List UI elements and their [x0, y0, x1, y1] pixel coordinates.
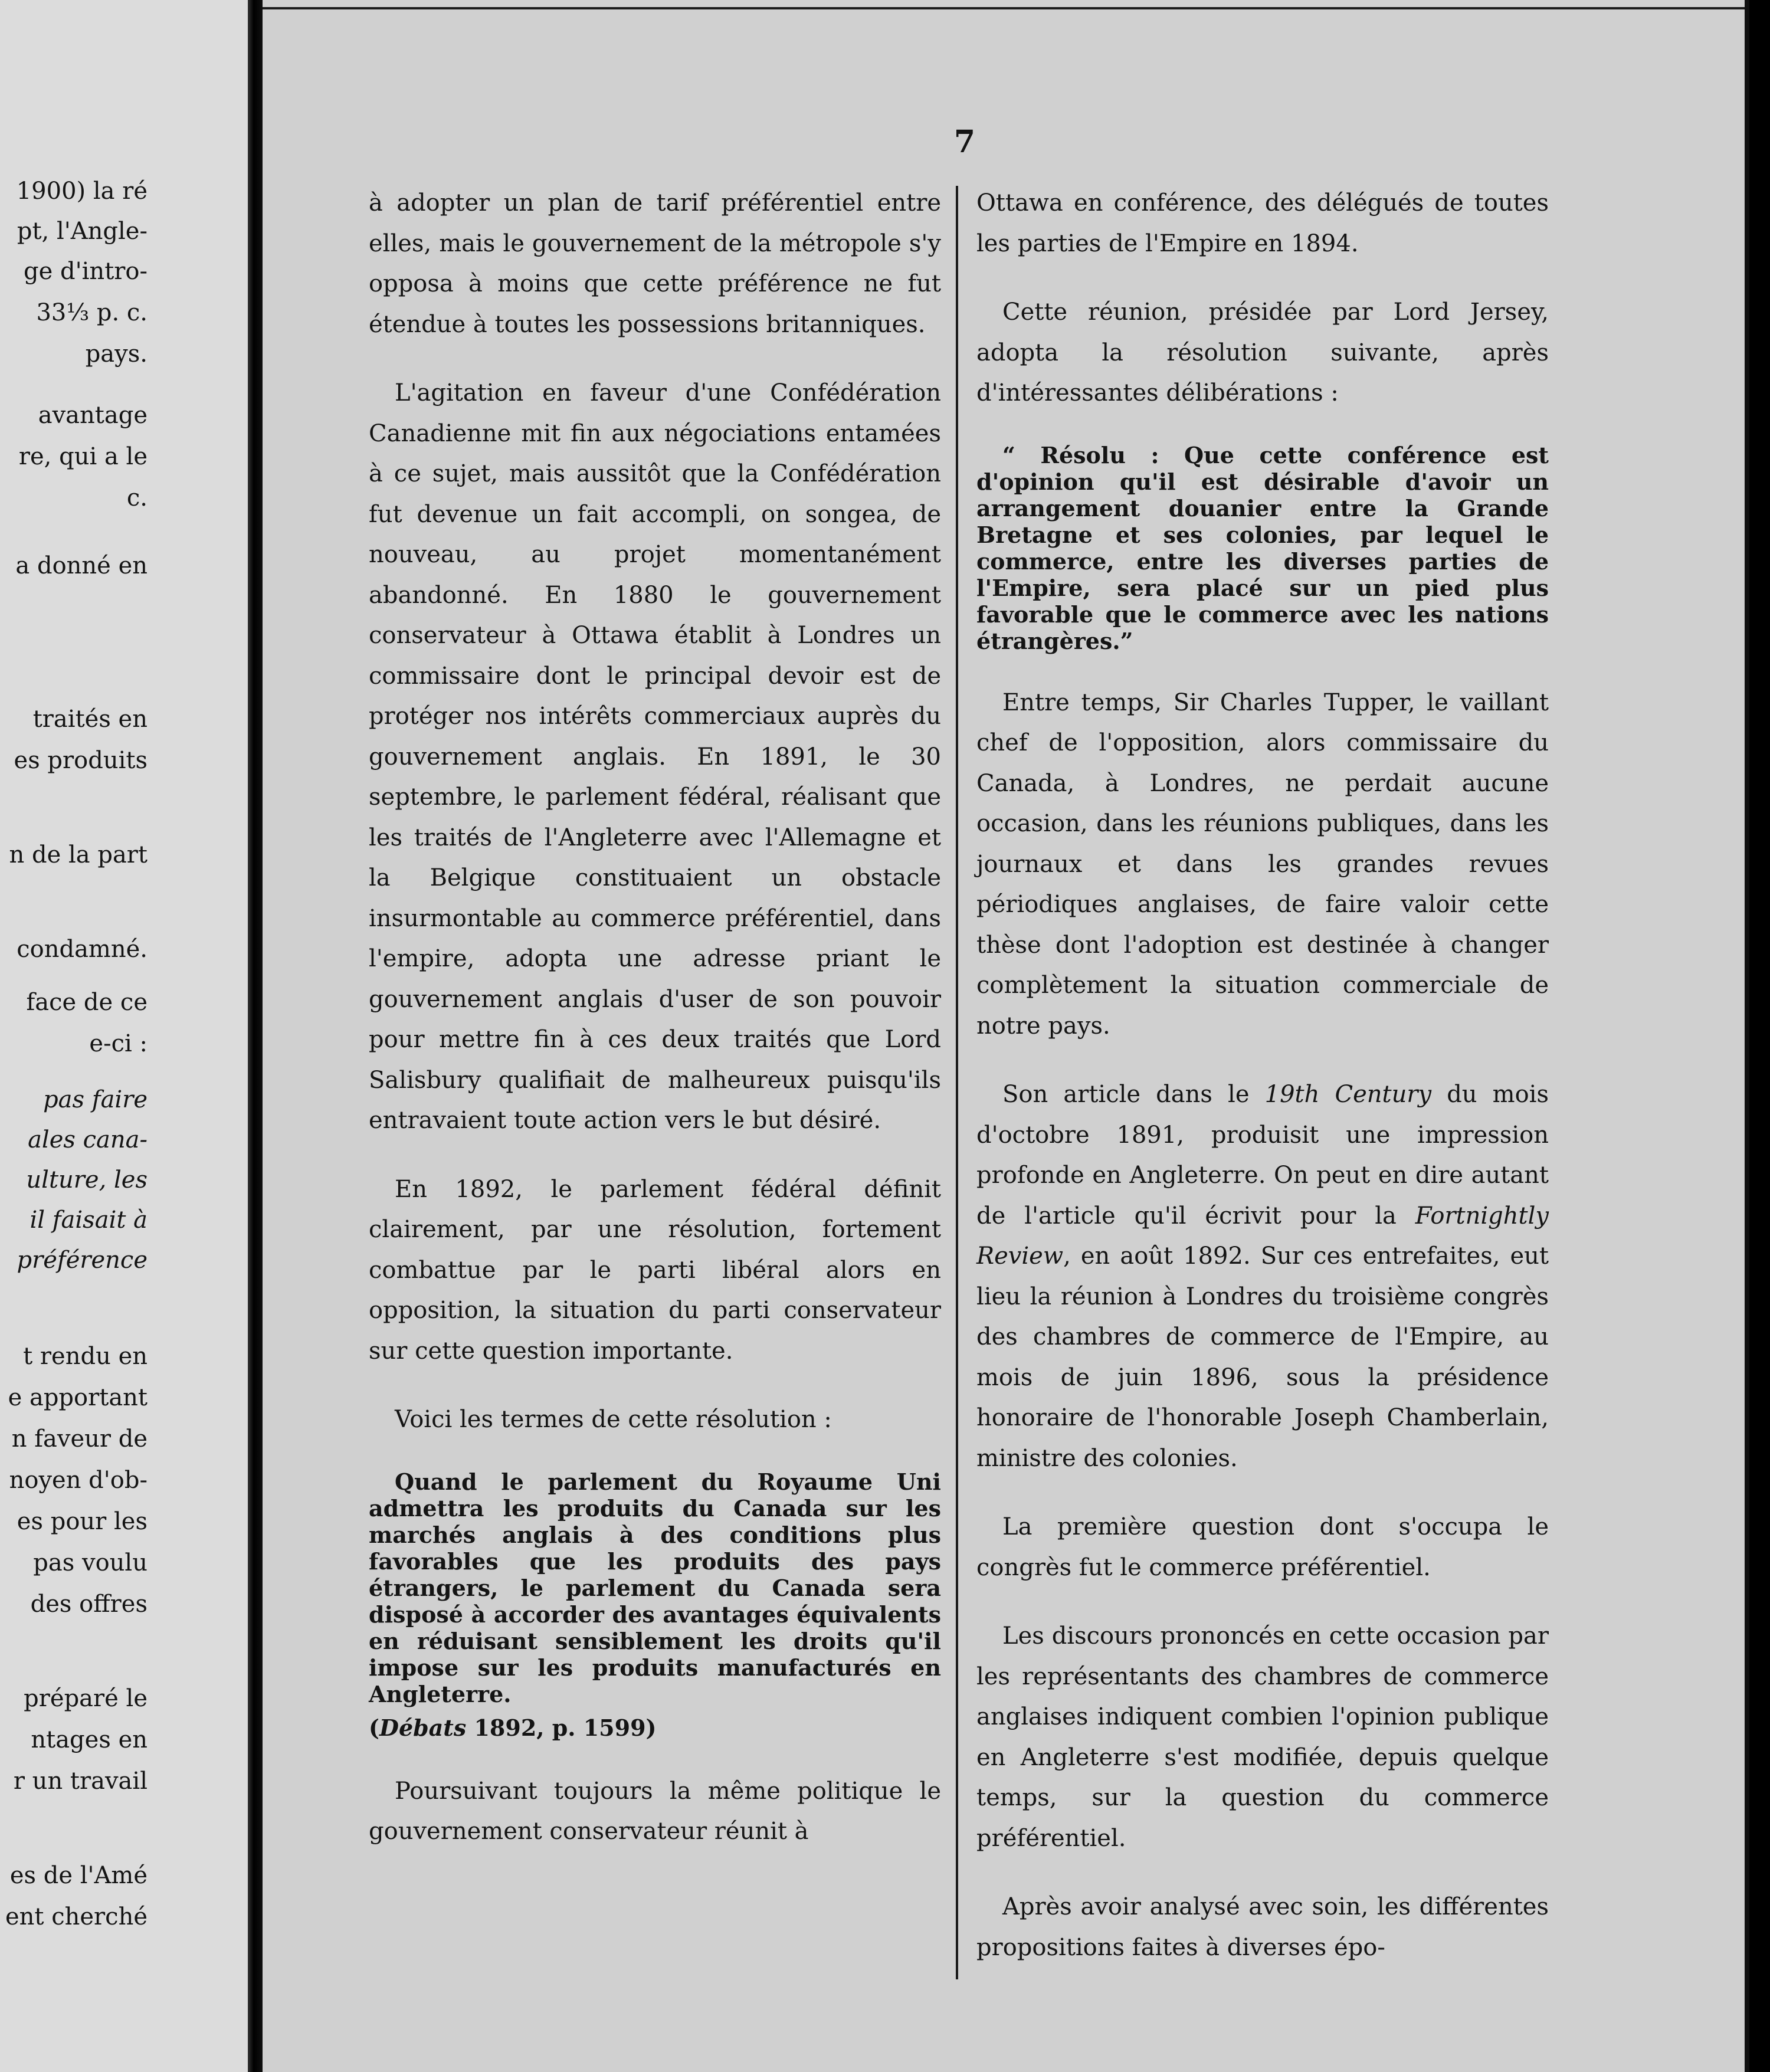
- previous-page-fragment: c.: [126, 484, 148, 512]
- top-border: [263, 7, 1749, 9]
- previous-page-fragment: a donné en: [15, 552, 148, 579]
- previous-page-fragment: t rendu en: [23, 1343, 148, 1370]
- previous-page-fragment: n de la part: [9, 841, 148, 868]
- paragraph: Entre temps, Sir Charles Tupper, le vaillant chef de l'opposition, alors commissaire du Canada, à Londres, ne perdait aucune occasion, dans les réunions publiques, dans les journaux et dans les grandes revues périodiques anglaises, de faire valoir cette thèse dont l'adoption est destinée à changer complètement la situation commerciale de notre pays.: [976, 689, 1549, 1040]
- previous-page-fragment: pas faire: [43, 1086, 148, 1113]
- page-fold: [248, 0, 263, 2072]
- paragraph: Son article dans le 19th Century du mois d'octobre 1891, produisit une impression profonde en Angleterre. On peut en dire autant de l'article qu'il écrivit pour la Fortnightly Review, en août 1892. Sur ces entrefaites, eut lieu la réunion à Londres du troisième congrès des chambres de commerce de l'Empire, au mois de juin 1896, sous la présidence honoraire de l'honorable Joseph Chamberlain, ministre des colonies.: [976, 1081, 1549, 1472]
- paragraph: Poursuivant toujours la même politique le gouvernement conservateur réunit à: [369, 1777, 941, 1845]
- previous-page-fragment: e apportant: [8, 1384, 148, 1411]
- previous-page-fragment: condamné.: [17, 936, 148, 963]
- previous-page-fragment: des offres: [30, 1591, 148, 1618]
- previous-page-fragment: ntages en: [31, 1726, 148, 1753]
- paragraph: L'agitation en faveur d'une Confédération Canadienne mit fin aux négociations entamées à ce sujet, mais aussitôt que la Confédération fut devenue un fait accompli, on songea, de nouveau, au projet momentanément abandonné. En 1880 le gouvernement conservateur à Ottawa établit à Londres un commissaire dont le principal devoir est de protéger nos intérêts commerciaux auprès du gouvernement anglais. En 1891, le 30 septembre, le parlement fédéral, réalisant que les traités de l'Angleterre avec l'Allemagne et la Belgique constituaient un obstacle insurmontable au commerce préférentiel, dans l'empire, adopta une adresse priant le gouvernement anglais d'user de son pouvoir pour mettre fin à ces deux traités que Lord Salisbury qualifiait de malheureux puisqu'ils entravaient toute action vers le but désiré.: [369, 379, 941, 1134]
- previous-page-fragment: préférence: [17, 1247, 148, 1274]
- previous-page-fragment: avantage: [38, 402, 148, 429]
- previous-page-fragment: re, qui a le: [18, 443, 148, 470]
- previous-page-fragment: face de ce: [26, 989, 148, 1016]
- previous-page-fragment: pt, l'Angle-: [17, 218, 148, 245]
- citation: (Débats 1892, p. 1599): [369, 1714, 657, 1741]
- previous-page-fragment: 1900) la ré: [16, 178, 148, 205]
- publication-title: Fortnightly Review: [976, 1202, 1549, 1270]
- previous-page-fragment: il faisait à: [30, 1207, 148, 1234]
- previous-page-fragment: ales cana-: [28, 1126, 148, 1153]
- previous-page-fragment: n faveur de: [11, 1425, 148, 1453]
- right-border: [1745, 0, 1749, 2072]
- previous-page-fragment: pas voulu: [33, 1549, 148, 1576]
- paragraph: Les discours prononcés en cette occasion par les représentants des chambres de commerce anglaises indiquent combien l'opinion publique en Angleterre s'est modifiée, depuis quelque temps, sur la question du commerce préférentiel.: [976, 1622, 1549, 1852]
- previous-page-fragment: ent cherché: [5, 1903, 148, 1930]
- previous-page-fragment: noyen d'ob-: [9, 1467, 148, 1494]
- paragraph: Voici les termes de cette résolution :: [395, 1406, 832, 1433]
- paragraph: Après avoir analysé avec soin, les différentes propositions faites à diverses épo-: [976, 1893, 1549, 1961]
- previous-page-fragment: es pour les: [17, 1508, 148, 1535]
- citation-title: Débats: [379, 1714, 467, 1741]
- column-divider: [956, 186, 958, 1979]
- previous-page-fragment: ulture, les: [26, 1166, 148, 1194]
- paragraph: Cette réunion, présidée par Lord Jersey, adopta la résolution suivante, après d'intéressantes délibérations :: [976, 299, 1549, 406]
- paragraph-continued: à adopter un plan de tarif préférentiel entre elles, mais le gouvernement de la métropole s'y opposa à moins que cette préférence ne fut étendue à toutes les possessions britanniques.: [369, 189, 941, 338]
- left-column: [369, 183, 941, 1880]
- publication-title: 19th Century: [1264, 1081, 1432, 1108]
- right-column: [976, 183, 1549, 1996]
- page: [263, 0, 1749, 2072]
- previous-page-fragment: es produits: [14, 747, 148, 774]
- previous-page-fragment: r un travail: [13, 1768, 148, 1795]
- previous-page-fragment: e-ci :: [89, 1030, 148, 1057]
- previous-page-fragment: préparé le: [24, 1685, 148, 1712]
- resolution-quote: Quand le parlement du Royaume Uni admettra les produits du Canada sur les marchés anglais à des conditions plus favorables que les produits des pays étrangers, le parlement du Canada sera disposé à accorder des avantages équivalents en réduisant sensiblement les droits qu'il impose sur les produits manufacturés en Angleterre.: [369, 1468, 941, 1707]
- page-number: 7: [953, 124, 976, 160]
- paragraph: En 1892, le parlement fédéral définit clairement, par une résolution, fortement combattue par le parti libéral alors en opposition, la situation du parti conservateur sur cette question importante.: [369, 1175, 941, 1365]
- previous-page-fragment: 33⅓ p. c.: [36, 299, 148, 326]
- previous-page-fragment: es de l'Amé: [9, 1862, 148, 1889]
- paragraph-continued: Ottawa en conférence, des délégués de toutes les parties de l'Empire en 1894.: [976, 189, 1549, 257]
- previous-page-fragment: traités en: [32, 706, 148, 733]
- previous-page-fragment: pays.: [85, 340, 148, 368]
- previous-page-edge: [0, 0, 248, 2072]
- paragraph: La première question dont s'occupa le congrès fut le commerce préférentiel.: [976, 1513, 1549, 1581]
- previous-page-fragment: ge d'intro-: [24, 258, 148, 285]
- resolution-quote: “ Résolu : Que cette conférence est d'opinion qu'il est désirable d'avoir un arrangement douanier entre la Grande Bretagne et ses colonies, par lequel le commerce, entre les diverses parties de l'Empire, sera placé sur un pied plus favorable que le commerce avec les nations étrangères.”: [976, 441, 1549, 654]
